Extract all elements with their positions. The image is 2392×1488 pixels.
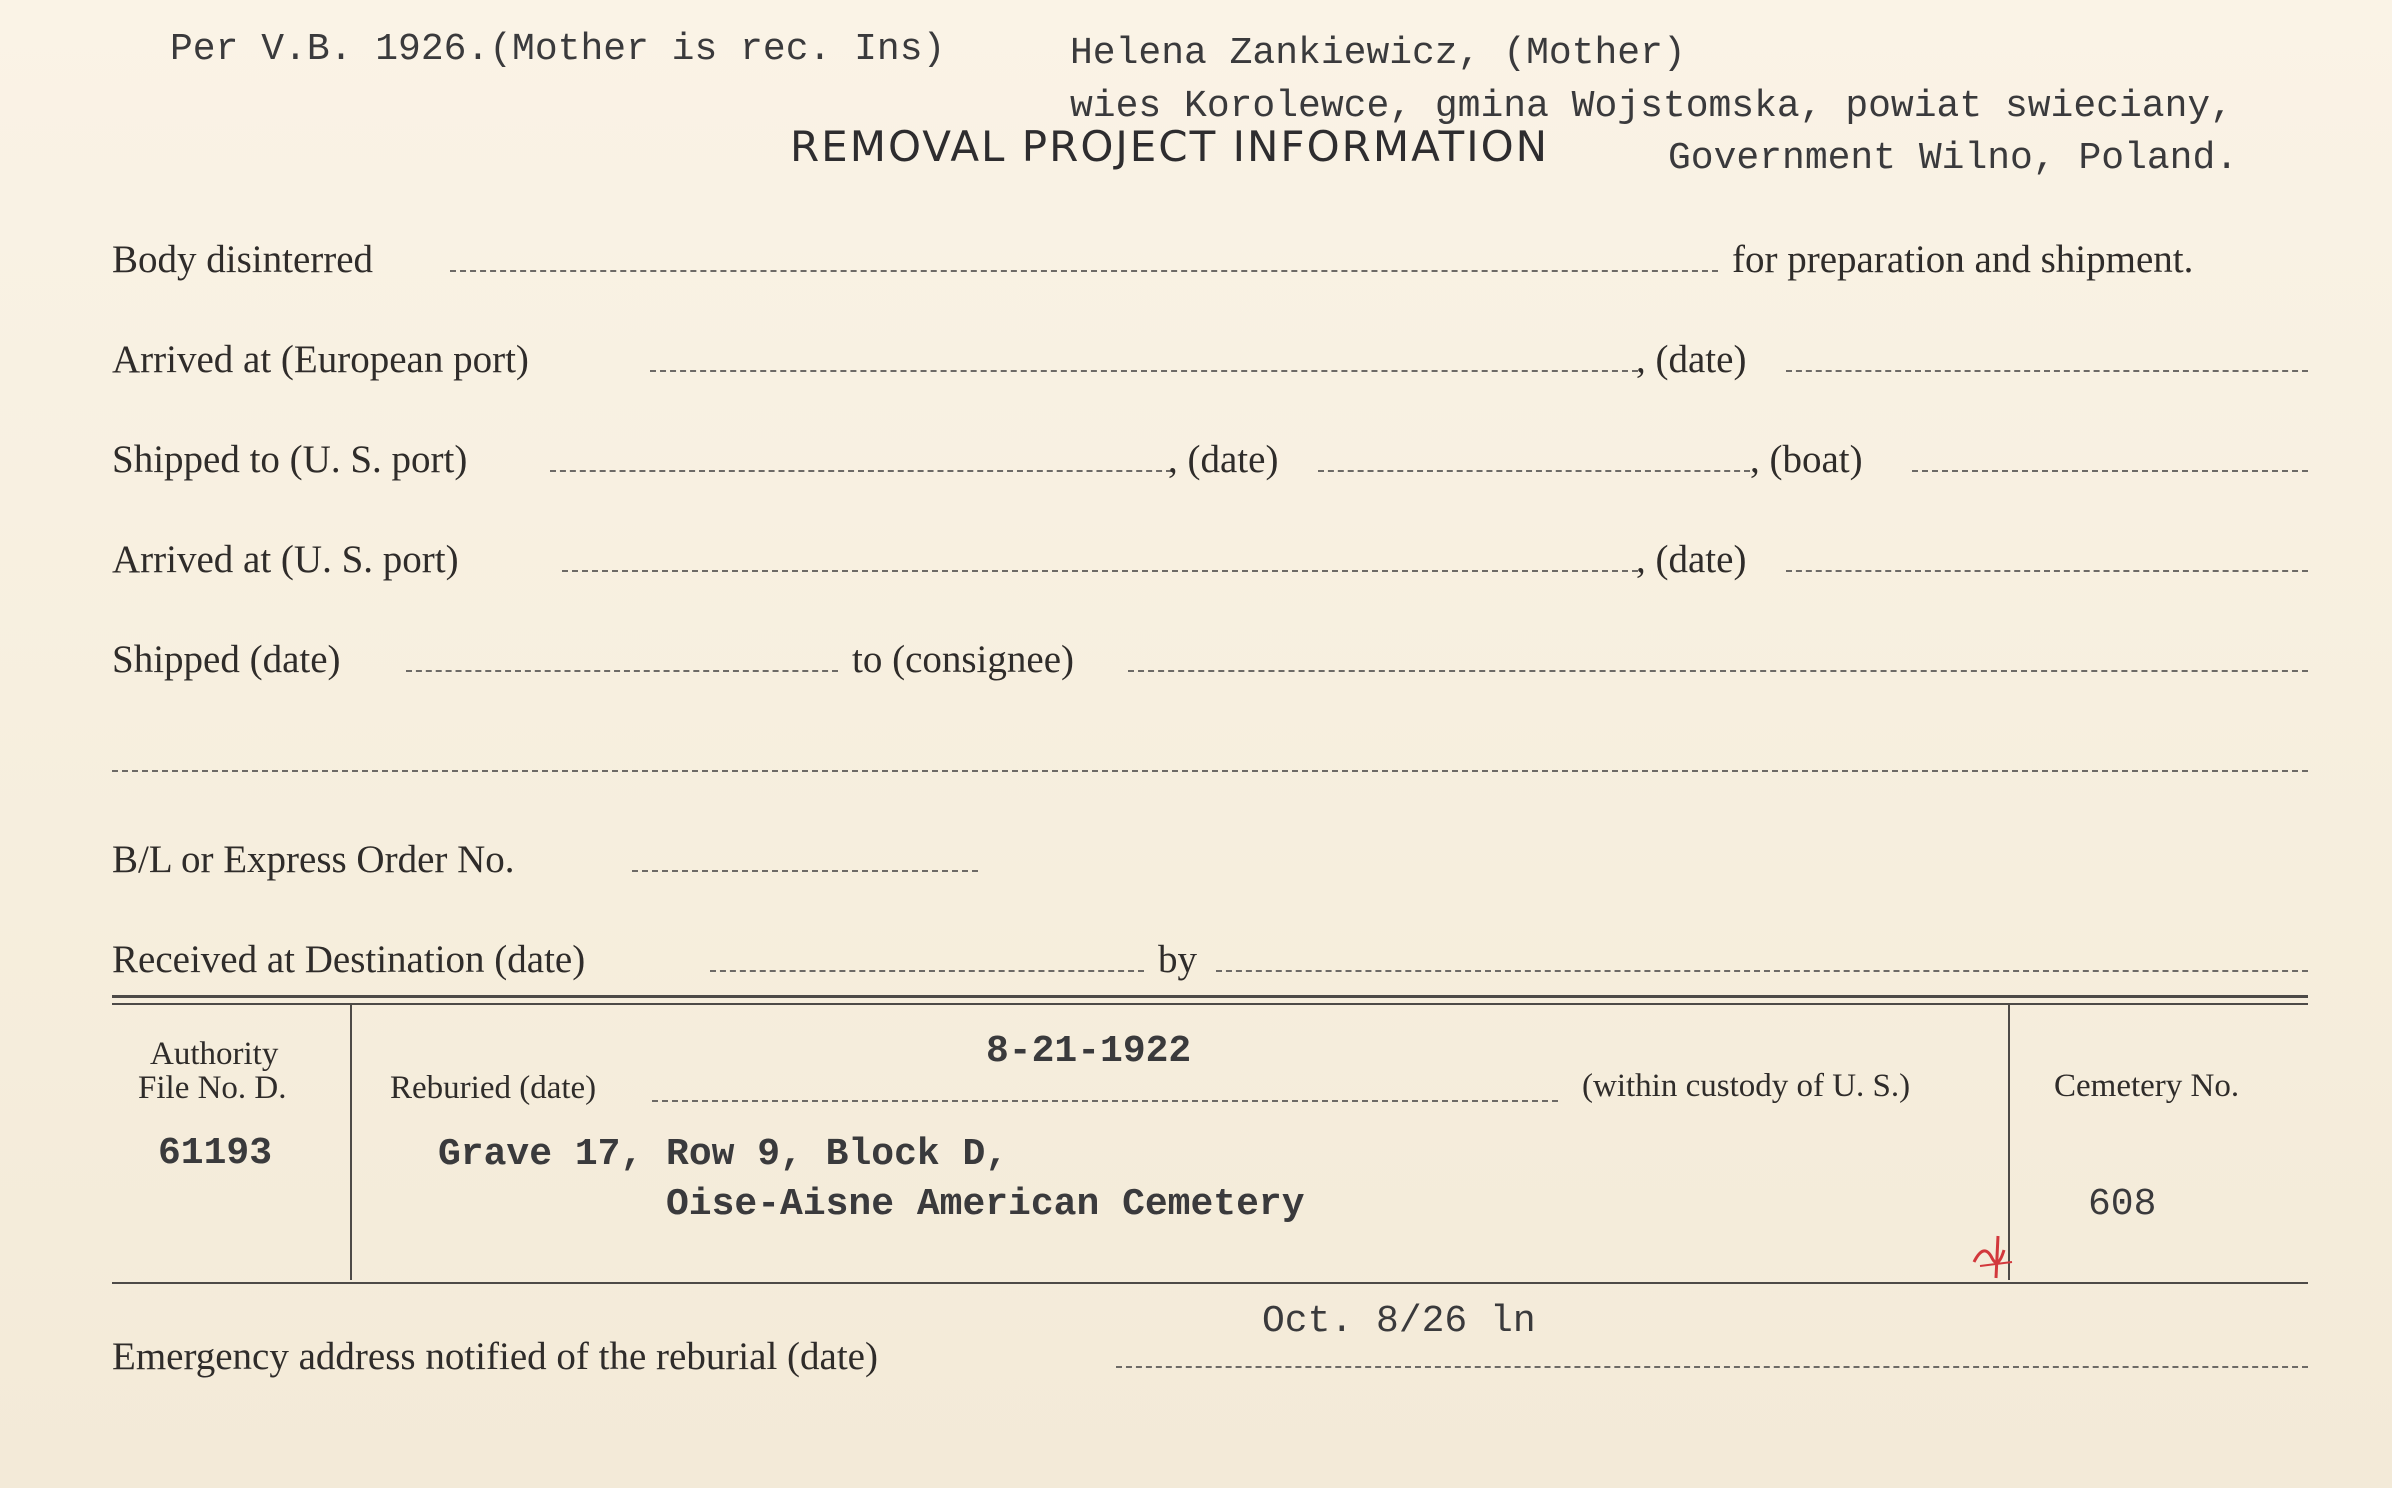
consignee-line-2 — [112, 770, 2308, 772]
shipped-date-line — [406, 670, 838, 672]
boat-line — [1912, 470, 2308, 472]
consignee-label: to (consignee) — [852, 638, 1075, 681]
body-disinterred-line — [450, 270, 1718, 272]
shipped-to-date-label: , (date) — [1168, 438, 1279, 481]
arrived-european-date-label: , (date) — [1636, 338, 1747, 381]
received-dest-label: Received at Destination (date) — [112, 938, 586, 981]
shipped-to-line — [550, 470, 1172, 472]
per-vb-note: Per V.B. 1926.(Mother is rec. Ins) — [170, 28, 946, 71]
reburied-label: Reburied (date) — [390, 1070, 597, 1106]
cemetery-no-label: Cemetery No. — [2054, 1068, 2240, 1104]
emergency-line — [1116, 1366, 2308, 1368]
received-dest-line — [710, 970, 1144, 972]
arrived-european-label: Arrived at (European port) — [112, 338, 529, 381]
by-label: by — [1158, 938, 1197, 981]
boat-label: , (boat) — [1750, 438, 1863, 481]
red-pencil-mark — [1970, 1232, 2016, 1280]
reburied-date-line — [652, 1100, 1558, 1102]
arrived-us-label: Arrived at (U. S. port) — [112, 538, 459, 581]
bl-order-label: B/L or Express Order No. — [112, 838, 515, 881]
mother-name: Helena Zankiewicz, (Mother) — [1070, 32, 1686, 75]
arrived-european-line — [650, 370, 1638, 372]
arrived-us-date-line — [1786, 570, 2308, 572]
consignee-line — [1128, 670, 2308, 672]
file-no-label: File No. D. — [138, 1070, 287, 1106]
cemetery-no-value: 608 — [2088, 1183, 2157, 1226]
bl-order-line — [632, 870, 978, 872]
cemetery-name: Oise-Aisne American Cemetery — [666, 1183, 1305, 1226]
address-line-2: Government Wilno, Poland. — [1668, 137, 2239, 180]
arrived-us-date-label: , (date) — [1636, 538, 1747, 581]
authority-divider — [350, 1005, 352, 1280]
section-rule-top-1 — [112, 995, 2308, 998]
body-disinterred-label: Body disinterred — [112, 238, 374, 281]
grave-location: Grave 17, Row 9, Block D, — [438, 1133, 1009, 1176]
address-line-1: wies Korolewce, gmina Wojstomska, powiat swieciany, — [1070, 85, 2233, 128]
by-line — [1216, 970, 2308, 972]
for-preparation-label: for preparation and shipment. — [1732, 238, 2194, 281]
shipped-date-label: Shipped (date) — [112, 638, 341, 681]
authority-label: Authority — [150, 1036, 279, 1072]
shipped-to-date-line — [1318, 470, 1750, 472]
file-no-value: 61193 — [158, 1132, 273, 1175]
custody-label: (within custody of U. S.) — [1582, 1068, 1911, 1104]
arrived-european-date-line — [1786, 370, 2308, 372]
emergency-date-value: Oct. 8/26 ln — [1262, 1300, 1536, 1343]
section-rule-bottom — [112, 1282, 2308, 1284]
arrived-us-line — [562, 570, 1638, 572]
section-rule-top-2 — [112, 1003, 2308, 1005]
page-title: REMOVAL PROJECT INFORMATION — [790, 122, 1550, 171]
emergency-label: Emergency address notified of the reburial (date) — [112, 1335, 878, 1378]
shipped-to-label: Shipped to (U. S. port) — [112, 438, 468, 481]
reburied-date-value: 8-21-1922 — [986, 1030, 1192, 1073]
